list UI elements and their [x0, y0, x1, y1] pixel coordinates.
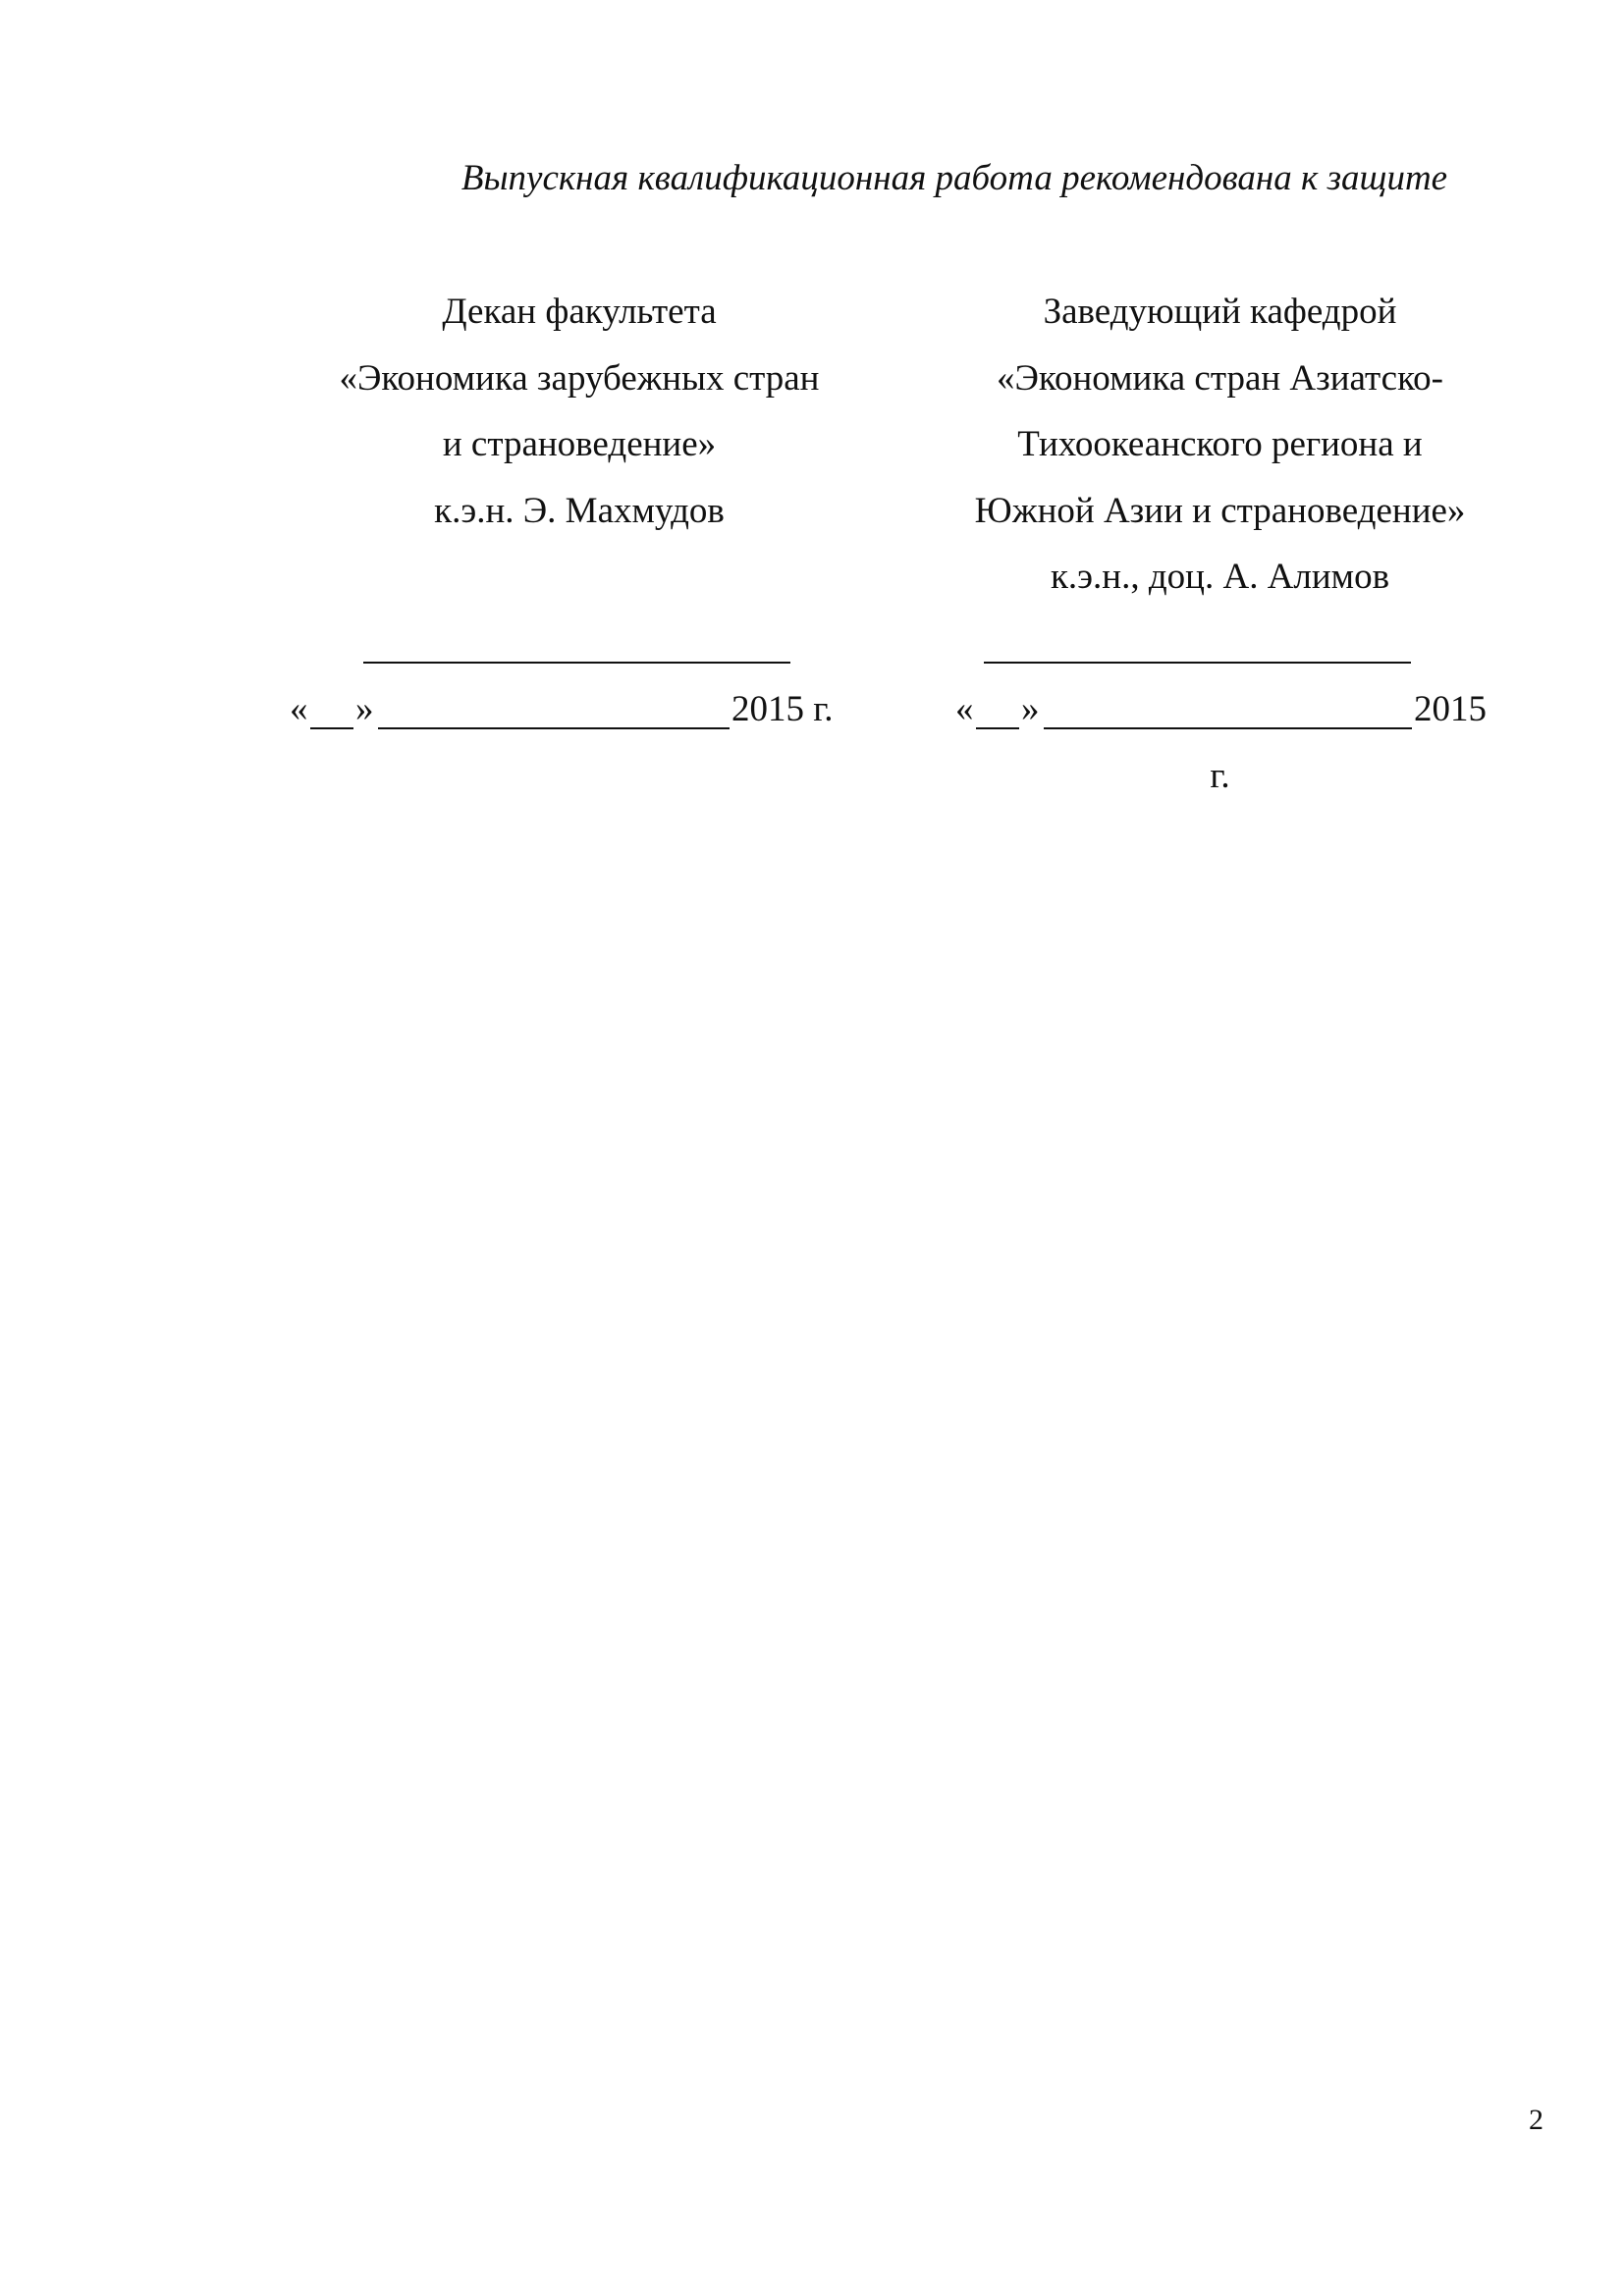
page-number: 2 — [1529, 2104, 1543, 2136]
date-close-quote: » — [355, 689, 374, 729]
head-department-line-2: Тихоокеанского региона и — [1017, 424, 1423, 464]
month-blank — [1044, 727, 1412, 729]
dean-name: к.э.н. Э. Махмудов — [434, 490, 725, 531]
head-date-line — [933, 684, 1507, 751]
head-title: Заведующий кафедрой — [1043, 292, 1397, 332]
date-year-suffix: г. — [1210, 755, 1230, 796]
dean-approval-block — [285, 287, 874, 751]
day-blank — [310, 727, 353, 729]
spacer-line — [285, 552, 874, 618]
signature-rule — [363, 662, 790, 664]
date-year: 2015 г. — [731, 689, 834, 729]
day-blank — [976, 727, 1019, 729]
dean-date-line — [285, 684, 874, 751]
dean-faculty-line-1: «Экономика зарубежных стран — [339, 357, 820, 399]
head-department-line-3: Южной Азии и страноведение» — [974, 490, 1466, 531]
signature-rule — [984, 662, 1411, 664]
head-department-line-1: «Экономика стран Азиатско- — [996, 357, 1443, 399]
date-year: 2015 — [1414, 689, 1487, 729]
dean-faculty-line-2: и страноведение» — [442, 424, 717, 464]
date-open-quote: « — [290, 689, 308, 729]
date-open-quote: « — [955, 689, 974, 729]
dean-title: Декан факультета — [442, 292, 717, 332]
head-name: к.э.н., доц. А. Алимов — [1050, 557, 1390, 597]
recommendation-heading: Выпускная квалификационная работа рекомендована к защите — [460, 158, 1448, 198]
head-signature-line — [933, 618, 1507, 685]
dean-signature-line — [285, 618, 874, 685]
month-blank — [378, 727, 730, 729]
date-close-quote: » — [1021, 689, 1040, 729]
head-of-department-approval-block — [933, 287, 1507, 817]
